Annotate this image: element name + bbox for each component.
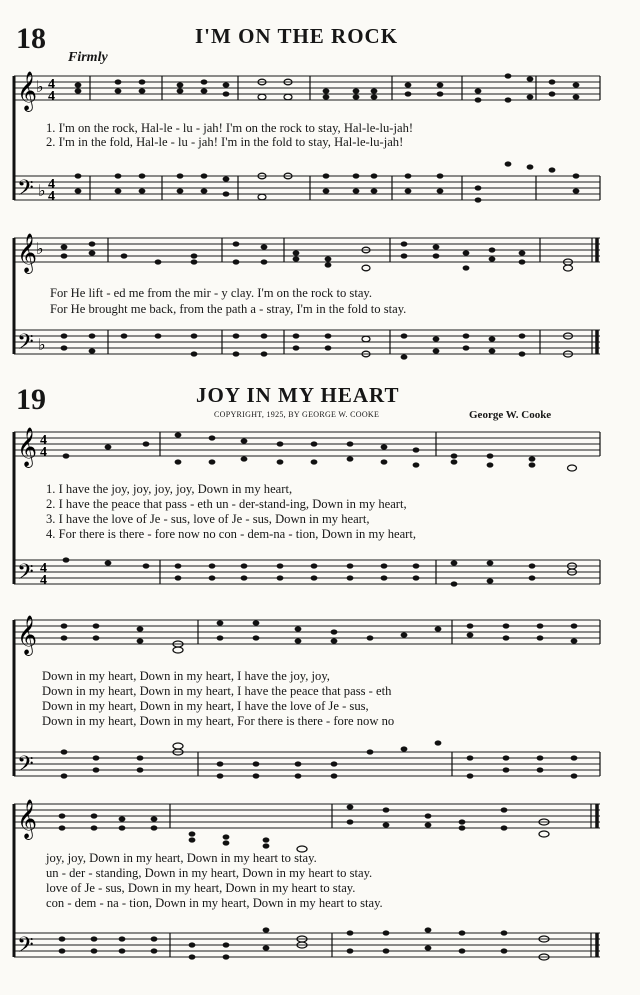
- h19-sys3-bass-notes: [59, 927, 549, 960]
- h19-sys3-verse-1: joy, joy, Down in my heart, Down in my heart to stay.: [46, 851, 317, 865]
- treble-clef-icon: 𝄞: [17, 71, 38, 111]
- time-sig-bottom: 4: [48, 189, 55, 204]
- treble-clef-icon: 𝄞: [17, 233, 38, 273]
- hymn-19-title: JOY IN MY HEART: [196, 383, 400, 407]
- h19-sys2-verse-2: Down in my heart, Down in my heart, I have the peace that pass - eth: [42, 684, 392, 698]
- h19-sys3-treble-lines: [14, 804, 600, 828]
- treble-clef-icon: 𝄞: [17, 799, 38, 839]
- flat-icon: ♭: [38, 181, 46, 200]
- h19-sys1-verse-2: 2. I have the peace that pass - eth un - der-stand-ing, Down in my heart,: [46, 497, 407, 511]
- flat-icon: ♭: [38, 335, 46, 354]
- treble-clef-icon: 𝄞: [17, 615, 38, 655]
- hymn-18-title: I'M ON THE ROCK: [195, 24, 399, 48]
- treble-clef-icon: 𝄞: [17, 427, 38, 467]
- h18-sys2-verse-1: For He lift - ed me from the mir - y clay. I'm on the rock to stay.: [50, 286, 373, 300]
- time-sig-top: 4: [48, 177, 55, 192]
- time-sig-bottom: 4: [40, 573, 47, 588]
- time-sig-bottom: 4: [48, 89, 55, 104]
- time-sig-bottom: 4: [40, 445, 47, 460]
- hymn-19-number: 19: [16, 383, 46, 416]
- bass-clef-icon: 𝄢: [17, 176, 34, 206]
- hymn-18-number: 18: [16, 22, 46, 55]
- h18-sys2-verse-2: For He brought me back, from the path a - stray, I'm in the fold to stay.: [50, 302, 407, 316]
- composer-credit: George W. Cooke: [469, 409, 552, 421]
- h18-sys1-verse-2: 2. I'm in the fold, Hal-le - lu - jah! I'm in the fold to stay, Hal-le-lu-jah!: [46, 135, 404, 149]
- h19-sys3-verse-3: love of Je - sus, Down in my heart, Down in my heart to stay.: [46, 881, 356, 895]
- h19-sys1-verse-1: 1. I have the joy, joy, joy, joy, Down in my heart,: [46, 482, 293, 496]
- h19-sys2-verse-4: Down in my heart, Down in my heart, For there is there - fore now no: [42, 714, 395, 728]
- h18-sys1-verse-1: 1. I'm on the rock, Hal-le - lu - jah! I'm on the rock to stay, Hal-le-lu-jah!: [46, 121, 414, 135]
- h19-sys3-verse-2: un - der - standing, Down in my heart, Down in my heart to stay.: [46, 866, 373, 880]
- bass-clef-icon: 𝄢: [17, 933, 34, 963]
- h19-sys3-verse-4: con - dem - na - tion, Down in my heart, Down in my heart to stay.: [46, 896, 383, 910]
- flat-icon: ♭: [36, 77, 44, 96]
- time-sig-top: 4: [40, 433, 47, 448]
- time-sig-top: 4: [48, 77, 55, 92]
- h19-sys1-verse-3: 3. I have the love of Je - sus, love of Je - sus, Down in my heart,: [46, 512, 370, 526]
- flat-icon: ♭: [36, 239, 44, 258]
- time-sig-top: 4: [40, 561, 47, 576]
- h19-sys1-verse-4: 4. For there is there - fore now no con - dem-na - tion, Down in my heart,: [46, 527, 417, 541]
- tempo-marking: Firmly: [68, 50, 108, 65]
- copyright-notice: COPYRIGHT, 1925, BY GEORGE W. COOKE: [214, 410, 380, 419]
- h19-sys2-verse-3: Down in my heart, Down in my heart, I have the love of Je - sus,: [42, 699, 369, 713]
- bass-clef-icon: 𝄢: [17, 752, 34, 782]
- bass-clef-icon: 𝄢: [17, 560, 34, 590]
- h19-sys2-verse-1: Down in my heart, Down in my heart, I have the joy, joy,: [42, 669, 330, 683]
- bass-clef-icon: 𝄢: [17, 330, 34, 360]
